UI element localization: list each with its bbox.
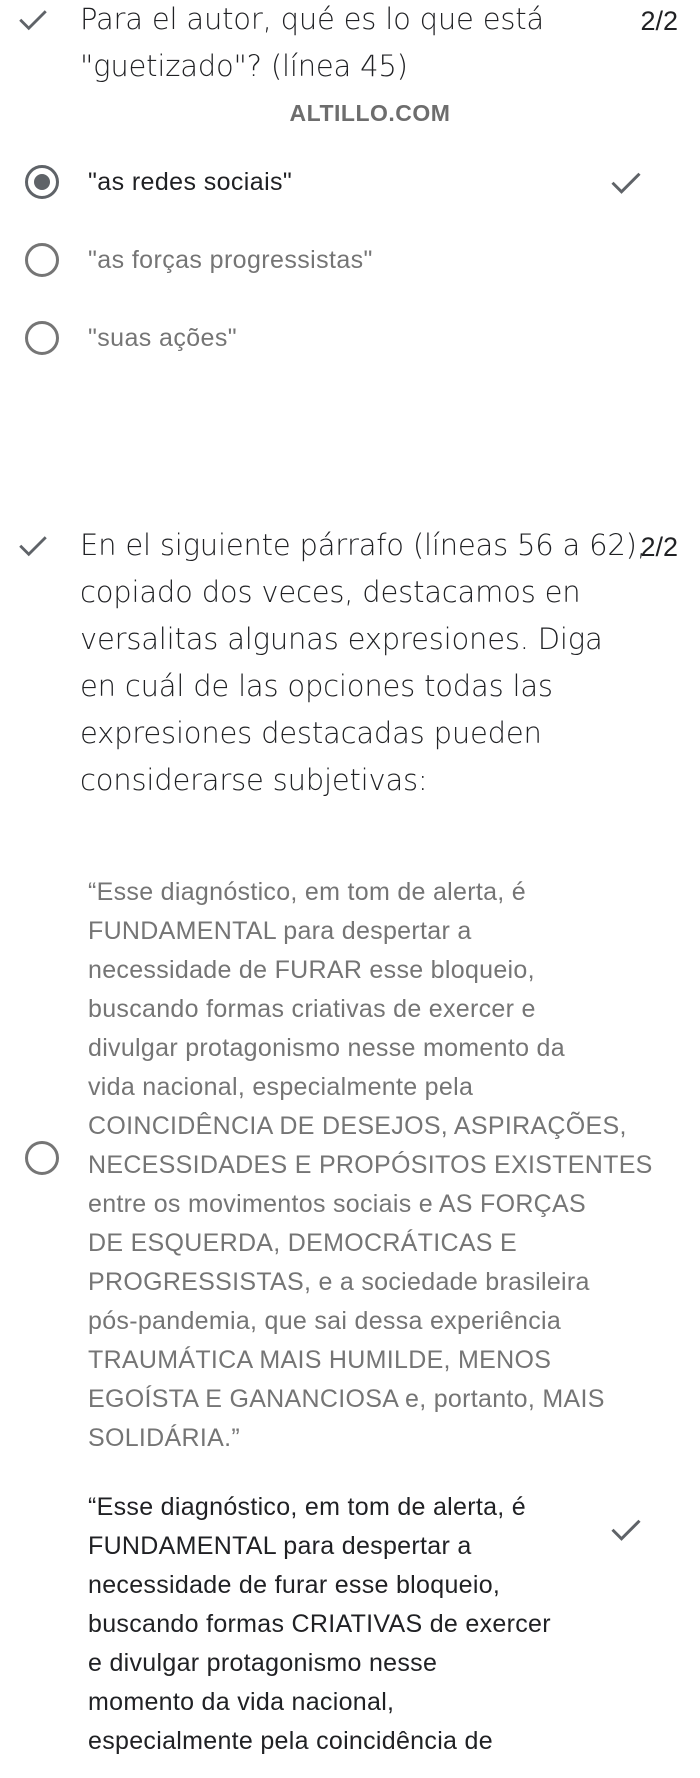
option-label-line: vida nacional, especialmente pela [88, 1073, 474, 1101]
option-label-line: PROGRESSISTAS, e a sociedade brasileira [88, 1268, 590, 1296]
option-label-line: especialmente pela coincidência de [88, 1727, 493, 1755]
correct-check-icon [16, 2, 50, 36]
option-label [88, 1488, 551, 1761]
question-title-line: considerarse subjetivas: [80, 763, 428, 797]
option-label-line: FUNDAMENTAL para despertar a [88, 917, 472, 945]
question-1-title [80, 0, 544, 90]
option-label-line: necessidade de furar esse bloqueio, [88, 1571, 501, 1599]
option-label-line: momento da vida nacional, [88, 1688, 395, 1716]
option-label-line: COINCIDÊNCIA DE DESEJOS, ASPIRAÇÕES, [88, 1112, 627, 1140]
question-title-line: copiado dos veces, destacamos en [80, 575, 581, 609]
option-long-a[interactable] [25, 873, 653, 1458]
question-title-line: En el siguiente párrafo (líneas 56 a 62), [80, 528, 646, 562]
option-label-line: NECESSIDADES E PROPÓSITOS EXISTENTES [88, 1151, 653, 1179]
option-label-line: buscando formas criativas de exercer e [88, 995, 536, 1023]
option-label: "as redes sociais" [88, 168, 293, 196]
question-2-score: 2/2 [640, 532, 678, 562]
option-label-line: “Esse diagnóstico, em tom de alerta, é [88, 1493, 526, 1521]
option-as-redes-sociais[interactable] [25, 165, 292, 199]
correct-answer-check-icon [608, 164, 644, 200]
option-label-line: EGOÍSTA E GANANCIOSA e, portanto, MAIS [88, 1385, 605, 1413]
option-long-b[interactable] [25, 1488, 551, 1761]
watermark-text: ALTILLO.COM [289, 100, 451, 126]
option-label: "as forças progressistas" [88, 246, 373, 274]
option-label-line: entre os movimentos sociais e AS FORÇAS [88, 1190, 586, 1218]
radio-button[interactable] [25, 243, 59, 277]
option-as-forcas-progressistas[interactable] [25, 243, 373, 277]
correct-answer-check-icon [608, 1511, 644, 1547]
option-label-line: “Esse diagnóstico, em tom de alerta, é [88, 878, 526, 906]
radio-button[interactable] [25, 1141, 59, 1175]
option-label [88, 873, 653, 1458]
option-suas-acoes[interactable] [25, 321, 237, 355]
option-label-line: pós-pandemia, que sai dessa experiência [88, 1307, 562, 1335]
question-title-line: en cuál de las opciones todas las [80, 669, 553, 703]
question-2-title [80, 522, 646, 804]
radio-button[interactable] [25, 321, 59, 355]
option-label-line: necessidade de FURAR esse bloqueio, [88, 956, 535, 984]
correct-check-icon [16, 528, 50, 562]
option-label-line: DE ESQUERDA, DEMOCRÁTICAS E [88, 1229, 517, 1257]
question-title-line: expresiones destacadas pueden [80, 716, 542, 750]
option-label-line: SOLIDÁRIA.” [88, 1424, 240, 1452]
question-1-score: 2/2 [640, 6, 678, 36]
option-label-line: divulgar protagonismo nesse momento da [88, 1034, 565, 1062]
question-title-line: Para el autor, qué es lo que está [80, 2, 544, 36]
option-label-line: buscando formas CRIATIVAS de exercer [88, 1610, 551, 1638]
option-label-line: e divulgar protagonismo nesse [88, 1649, 438, 1677]
option-label-line: FUNDAMENTAL para despertar a [88, 1532, 472, 1560]
question-title-line: "guetizado"? (línea 45) [80, 49, 408, 83]
option-label-line: TRAUMÁTICA MAIS HUMILDE, MENOS [88, 1346, 552, 1374]
question-title-line: versalitas algunas expresiones. Diga [80, 622, 603, 656]
radio-button-checked[interactable] [25, 165, 59, 199]
option-label: "suas ações" [88, 324, 238, 352]
